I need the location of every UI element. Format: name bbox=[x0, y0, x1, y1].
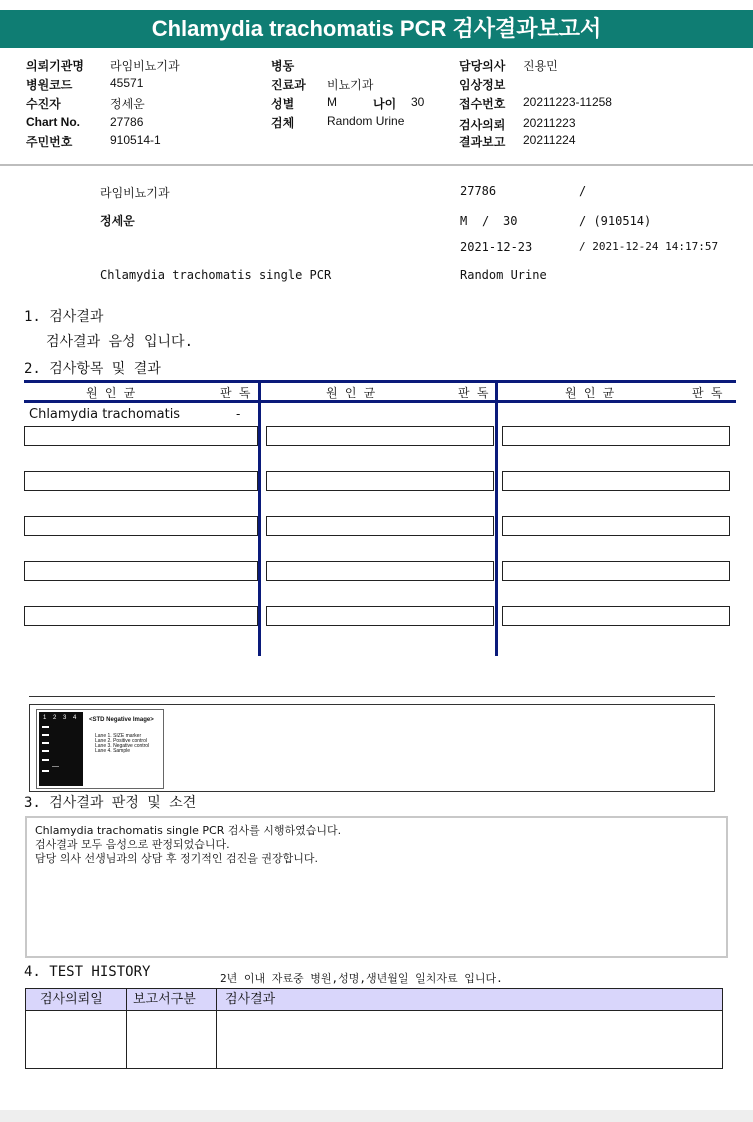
header-label: 주민번호 bbox=[26, 135, 73, 149]
header-value: 정세운 bbox=[110, 97, 145, 111]
gel-lane-label: Lane 1. SIZE marker bbox=[95, 733, 142, 739]
header-value: 20211223-11258 bbox=[523, 95, 612, 109]
table-cell bbox=[502, 471, 730, 491]
col-head-judge: 판 독 bbox=[220, 386, 251, 400]
gel-lanes bbox=[39, 712, 83, 786]
table-cell bbox=[502, 561, 730, 581]
header-value: Random Urine bbox=[327, 114, 405, 128]
header-label: 임상정보 bbox=[459, 78, 506, 92]
col-head-organism: 원 인 균 bbox=[86, 386, 136, 400]
opinion-line: 담당 의사 선생님과의 상담 후 정기적인 검진을 권장합니다. bbox=[35, 852, 318, 865]
gel-lane-label: Lane 2. Positive control bbox=[95, 738, 147, 744]
table-cell bbox=[502, 606, 730, 626]
header-value: 라임비뇨기과 bbox=[110, 59, 180, 73]
gel-lane-label: Lane 4. Sample bbox=[95, 748, 131, 754]
header-label: 결과보고 bbox=[459, 135, 506, 149]
table-cell bbox=[24, 561, 258, 581]
footer-band bbox=[0, 1110, 753, 1122]
opinion-line: 검사결과 모두 음성으로 판정되었습니다. bbox=[35, 838, 230, 851]
col-head-organism: 원 인 균 bbox=[326, 386, 376, 400]
table-col-rule bbox=[495, 380, 498, 656]
gel-band bbox=[42, 750, 49, 752]
header-label: 병동 bbox=[271, 59, 295, 73]
gel-band bbox=[42, 770, 49, 772]
header-label: 성별 bbox=[271, 97, 295, 111]
gel-lane-label: Lane 3. Negative control bbox=[95, 743, 150, 749]
header-label: 나이 bbox=[373, 97, 397, 111]
lane-number: 3 bbox=[63, 715, 67, 721]
table-cell bbox=[266, 426, 494, 446]
table-cell bbox=[24, 471, 258, 491]
divider bbox=[0, 164, 753, 166]
gel-image bbox=[36, 709, 164, 789]
header-value: 20211223 bbox=[523, 116, 576, 130]
section-1-result: 검사결과 음성 입니다. bbox=[46, 334, 194, 350]
gel-image-box bbox=[29, 704, 715, 792]
header-value: 진용민 bbox=[523, 59, 558, 73]
summary-date: 2021-12-23 bbox=[460, 240, 533, 254]
table-col-rule bbox=[258, 380, 261, 656]
summary-slash: / bbox=[579, 184, 587, 198]
summary-test: Chlamydia trachomatis single PCR bbox=[100, 268, 332, 282]
header-value: M bbox=[327, 95, 337, 109]
lane-number: 2 bbox=[53, 715, 57, 721]
header-value: 45571 bbox=[110, 76, 144, 90]
header-label: 의뢰기관명 bbox=[26, 59, 84, 73]
summary-birth: / (910514) bbox=[579, 214, 652, 228]
summary-datetime: / 2021-12-24 14:17:57 bbox=[579, 240, 719, 253]
col-head-organism: 원 인 균 bbox=[565, 386, 615, 400]
table-cell bbox=[266, 516, 494, 536]
header-label: 병원코드 bbox=[26, 78, 73, 92]
gel-band bbox=[42, 759, 49, 761]
header-value: 910514-1 bbox=[110, 133, 161, 147]
header-label: 수진자 bbox=[26, 97, 61, 111]
table-top-rule bbox=[24, 380, 736, 383]
header-value: 비뇨기과 bbox=[327, 78, 374, 92]
header-label: 접수번호 bbox=[459, 97, 506, 111]
table-cell bbox=[266, 471, 494, 491]
history-col-header: 보고서구분 bbox=[133, 992, 196, 1007]
header-value: 20211224 bbox=[523, 133, 576, 147]
header-label: 담당의사 bbox=[459, 59, 506, 73]
gel-title: <STD Negative Image> bbox=[89, 717, 154, 723]
table-cell bbox=[24, 606, 258, 626]
section-1-title: 1. 검사결과 bbox=[24, 309, 104, 325]
header-value: 27786 bbox=[110, 115, 144, 129]
lane-number: 4 bbox=[73, 715, 77, 721]
summary-patient: 정세운 bbox=[100, 214, 135, 228]
gel-band bbox=[42, 726, 49, 728]
history-col-rule bbox=[216, 989, 217, 1068]
summary-specimen: Random Urine bbox=[460, 268, 547, 282]
history-header bbox=[26, 989, 722, 1011]
history-note: 2년 이내 자료중 병원,성명,생년월일 일치자료 입니다. bbox=[220, 972, 503, 985]
header-label: 검체 bbox=[271, 116, 295, 130]
history-table bbox=[25, 988, 723, 1069]
history-col-rule bbox=[126, 989, 127, 1068]
lane-number: 1 bbox=[43, 715, 47, 721]
col-head-judge: 판 독 bbox=[692, 386, 723, 400]
history-col-header: 검사결과 bbox=[225, 992, 276, 1007]
col-head-judge: 판 독 bbox=[458, 386, 489, 400]
gel-band bbox=[52, 766, 59, 767]
header-label: 검사의뢰 bbox=[459, 118, 506, 132]
gel-band bbox=[42, 742, 49, 744]
row-organism: Chlamydia trachomatis bbox=[29, 407, 181, 422]
section-2-title: 2. 검사항목 및 결과 bbox=[24, 361, 161, 377]
table-cell bbox=[266, 561, 494, 581]
row-judge: - bbox=[236, 407, 241, 421]
table-cell bbox=[502, 516, 730, 536]
table-cell bbox=[266, 606, 494, 626]
summary-age: 30 bbox=[503, 214, 518, 228]
report-title: Chlamydia trachomatis PCR 검사결과보고서 bbox=[0, 10, 753, 48]
table-cell bbox=[502, 426, 730, 446]
summary-hospital: 라임비뇨기과 bbox=[100, 186, 170, 200]
summary-slash: / bbox=[482, 214, 490, 228]
table-cell bbox=[24, 516, 258, 536]
section-3-title: 3. 검사결과 판정 및 소견 bbox=[24, 795, 197, 811]
summary-sex: M bbox=[460, 214, 468, 228]
gel-band bbox=[42, 734, 49, 736]
header-label: Chart No. bbox=[26, 115, 80, 129]
opinion-line: Chlamydia trachomatis single PCR 검사를 시행하였습니다. bbox=[35, 824, 342, 837]
divider bbox=[29, 696, 715, 697]
section-4-title: 4. TEST HISTORY bbox=[24, 964, 151, 980]
header-value: 30 bbox=[411, 95, 425, 109]
header-label: 진료과 bbox=[271, 78, 306, 92]
history-col-header: 검사의뢰일 bbox=[40, 992, 103, 1007]
table-cell bbox=[24, 426, 258, 446]
summary-chart-no: 27786 bbox=[460, 184, 497, 198]
opinion-box bbox=[25, 816, 728, 958]
